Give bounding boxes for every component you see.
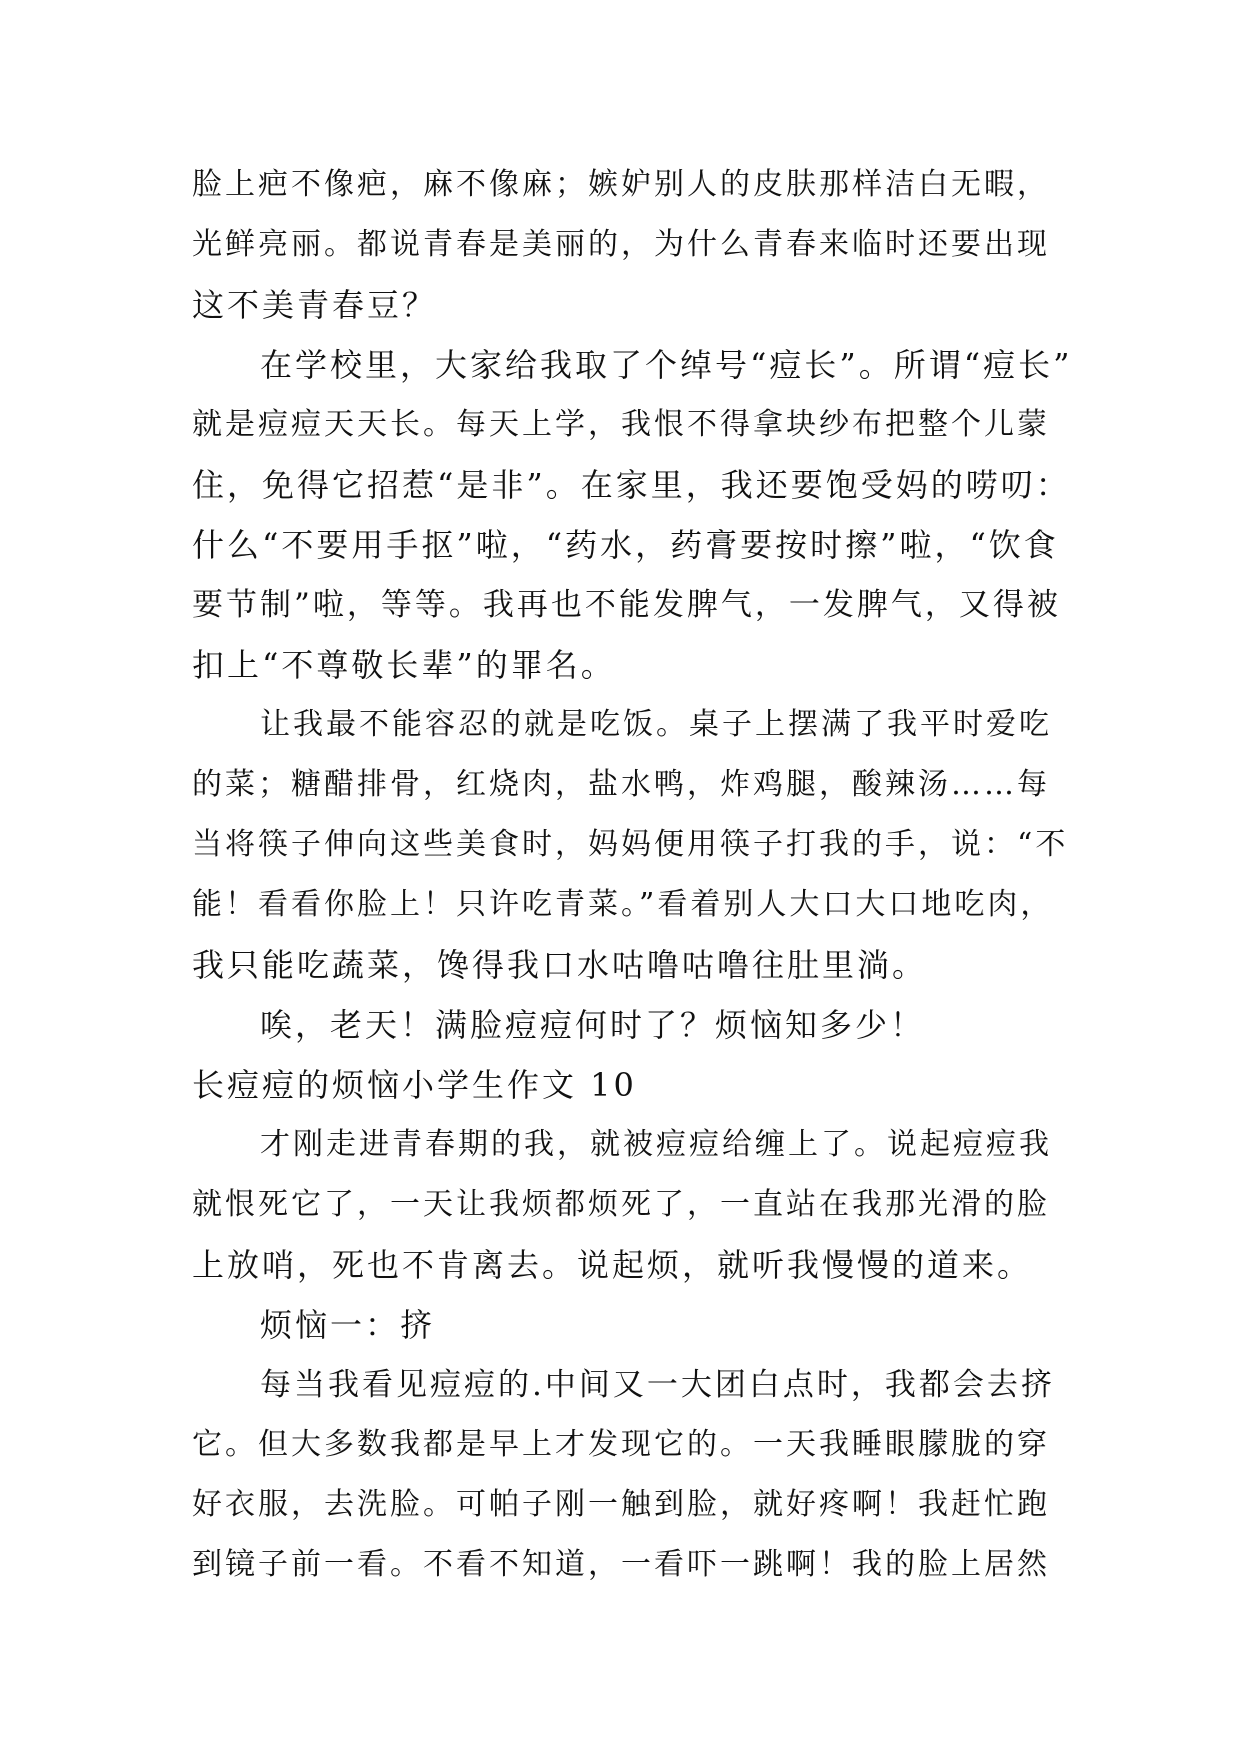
text-line: 到镜子前一看。不看不知道，一看吓一跳啊！我的脸上居然 [192,1547,1050,1582]
text-line: 光鲜亮丽。都说青春是美丽的，为什么青春来临时还要出现 [192,227,1050,262]
text-line: 这不美青春豆？ [192,286,438,324]
text-line: 扣上“不尊敬长辈”的罪名。 [192,646,616,684]
text-line: 什么“不要用手抠”啦，“药水，药膏要按时擦”啦，“饮食 [192,526,1059,564]
text-line: 在学校里，大家给我取了个绰号“痘长”。所谓“痘长” [260,346,1073,384]
text-line: 它。但大多数我都是早上才发现它的。一天我睡眼朦胧的穿 [192,1427,1050,1462]
text-line: 好衣服，去洗脸。可帕子刚一触到脸，就好疼啊！我赶忙跑 [192,1487,1050,1522]
text-line: 住，免得它招惹“是非”。在家里，我还要饱受妈的唠叨： [192,466,1071,504]
text-line: 脸上疤不像疤，麻不像麻；嫉妒别人的皮肤那样洁白无暇， [192,167,1050,202]
text-line: 让我最不能容忍的就是吃饭。桌子上摆满了我平时爱吃 [260,707,1052,742]
text-line: 能！看看你脸上！只许吃青菜。”看着别人大口大口地吃肉， [192,887,1054,922]
text-line: 每当我看见痘痘的.中间又一大团白点时，我都会去挤 [260,1367,1055,1403]
text-line: 就恨死它了，一天让我烦都烦死了，一直站在我那光滑的脸 [192,1187,1050,1222]
text-line: 烦恼一：挤 [260,1306,436,1344]
text-line: 上放哨，死也不肯离去。说起烦，就听我慢慢的道来。 [192,1246,1033,1284]
text-line: 的菜；糖醋排骨，红烧肉，盐水鸭，炸鸡腿，酸辣汤……每 [192,767,1050,802]
text-line: 唉，老天！满脸痘痘何时了？烦恼知多少！ [260,1006,926,1044]
text-line: 就是痘痘天天长。每天上学，我恨不得拿块纱布把整个儿蒙 [192,407,1050,442]
text-line: 才刚走进青春期的我，就被痘痘给缠上了。说起痘痘我 [260,1127,1052,1162]
text-line: 要节制”啦，等等。我再也不能发脾气，一发脾气，又得被 [192,587,1061,623]
text-line: 我只能吃蔬菜，馋得我口水咕噜咕噜往肚里淌。 [192,946,928,984]
text-line: 当将筷子伸向这些美食时，妈妈便用筷子打我的手，说：“不 [192,827,1069,862]
essay-body [192,155,1072,1595]
text-line: 长痘痘的烦恼小学生作文 10 [192,1066,637,1104]
